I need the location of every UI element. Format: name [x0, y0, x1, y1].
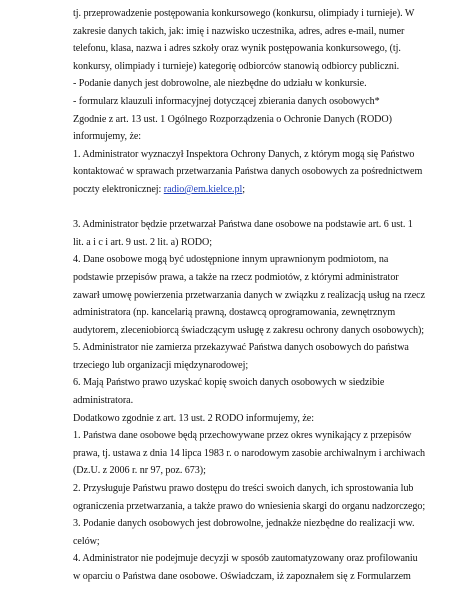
- text-line: w oparciu o Państwa dane osobowe. Oświadczam, iż zapoznałem się z Formularzem: [73, 571, 411, 582]
- text-line: telefonu, klasa, nazwa i adres szkoły oraz wynik postępowania konkursowego, (tj.: [73, 43, 401, 55]
- text-line: 6. Mają Państwo prawo uzyskać kopię swoich danych osobowych w siedzibie: [73, 377, 385, 389]
- text-line: podstawie przepisów prawa, a także na rzecz podmiotów, z którymi administrator: [73, 271, 399, 283]
- text-line: 1. Administrator wyznaczył Inspektora Ochrony Danych, z którym mogą się Państwo: [73, 148, 415, 160]
- text-line: ograniczenia przetwarzania, a także prawo do wniesienia skargi do organu nadzorczego;: [73, 500, 426, 512]
- text-line: 4. Dane osobowe mogą być udostępnione innym uprawnionym podmiotom, na: [73, 254, 389, 266]
- email-suffix: ;: [242, 183, 246, 195]
- email-prefix: poczty elektronicznej:: [73, 183, 164, 195]
- text-line: administratora (np. kancelarią prawną, dostawcą oprogramowania, zewnętrznym: [73, 307, 396, 319]
- text-line: administratora.: [73, 395, 134, 407]
- text-line: 2. Przysługuje Państwu prawo dostępu do treści swoich danych, ich sprostowania lub: [73, 483, 414, 495]
- text-line: tj. przeprowadzenie postępowania konkursowego (konkursu, olimpiady i turnieje). W: [73, 8, 415, 19]
- text-line: zakresie danych takich, jak: imię i nazwisko uczestnika, adres, adres e-mail, numer: [73, 25, 405, 37]
- text-line: 1. Państwa dane osobowe będą przechowywane przez okres wynikający z przepisów: [73, 430, 412, 442]
- text-line: 3. Administrator będzie przetwarzał Państwa dane osobowe na podstawie art. 6 ust. 1: [73, 219, 413, 231]
- text-line: audytorem, zleceniobiorcą świadczącym usługę z zakresu ochrony danych osobowych);: [73, 324, 425, 336]
- text-line: - Podanie danych jest dobrowolne, ale niezbędne do udziału w konkursie.: [73, 78, 367, 90]
- text-line: (Dz.U. z 2006 r. nr 97, poz. 673);: [73, 465, 206, 477]
- text-line: zawarł umowę powierzenia przetwarzania danych w związku z realizacją usług na rzecz: [73, 289, 426, 301]
- text-line: prawa, tj. ustawa z dnia 14 lipca 1983 r. o narodowym zasobie archiwalnym i archiwach: [73, 447, 425, 459]
- text-line: 3. Podanie danych osobowych jest dobrowolne, jednakże niezbędne do realizacji ww.: [73, 518, 415, 530]
- text-line: 4. Administrator nie podejmuje decyzji w sposób zautomatyzowany oraz profilowaniu: [73, 553, 418, 565]
- text-line: kontaktować w sprawach przetwarzania Państwa danych osobowych za pośrednictwem: [73, 166, 423, 178]
- text-line: Zgodnie z art. 13 ust. 1 Ogólnego Rozporządzenia o Ochronie Danych (RODO): [73, 113, 392, 125]
- email-link[interactable]: radio@em.kielce.pl: [163, 183, 243, 195]
- text-line: trzeciego lub organizacji międzynarodowej;: [73, 359, 249, 371]
- email-line: [73, 181, 439, 199]
- text-line: lit. a i c i art. 9 ust. 2 lit. a) RODO;: [73, 236, 213, 248]
- text-line: Dodatkowo zgodnie z art. 13 ust. 2 RODO informujemy, że:: [73, 412, 314, 424]
- text-line: - formularz klauzuli informacyjnej dotyczącej zbierania danych osobowych*: [73, 95, 380, 107]
- document-body: [73, 5, 439, 586]
- text-line: celów;: [73, 535, 100, 547]
- text-line: konkursy, olimpiady i turnieje) kategorię odbiorców stanowią odbiorcy publiczni.: [73, 60, 400, 72]
- blank-line: [73, 199, 439, 217]
- text-line: informujemy, że:: [73, 131, 142, 143]
- text-line: 5. Administrator nie zamierza przekazywać Państwa danych osobowych do państwa: [73, 342, 409, 354]
